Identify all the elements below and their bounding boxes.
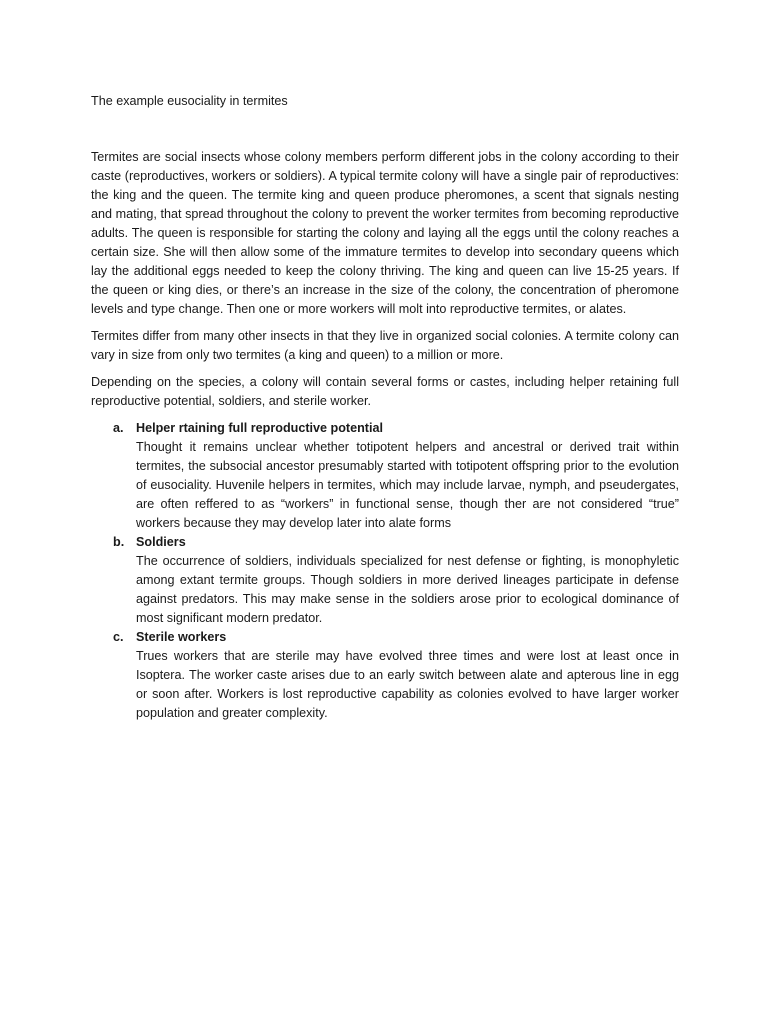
paragraph-forms-castes: Depending on the species, a colony will contain several forms or castes, including helper retaining full reproductive potential, soldiers, and sterile worker. bbox=[91, 375, 679, 408]
paragraph-termite-castes: Termites are social insects whose colony members perform different jobs in the colony according to their caste (reproductives, workers or soldiers). A typical termite colony will have a single pair of reproductives: the king and the queen. The termite king and queen produce pheromones, a scent that signals nesting and mating, that spread throughout the colony to prevent the worker termites from becoming reproductive adults. The queen is responsible for starting the colony and laying all the eggs until the colony reaches a certain size. She will then allow some of the immature termites to develop into secondary queens which lay the additional eggs needed to keep the colony thriving. The king and queen can live 15-25 years. If the queen or king dies, or there’s an increase in the size of the colony, the concentration of pheromone levels and type change. Then one or more workers will molt into reproductive termites, or alates. bbox=[91, 150, 679, 316]
paragraph-social-colonies: Termites differ from many other insects in that they live in organized social colonies. A termite colony can vary in size from only two termites (a king and queen) to a million or more. bbox=[91, 329, 679, 362]
list-marker: c. bbox=[113, 630, 124, 644]
list-item-body: Trues workers that are sterile may have evolved three times and were lost at least once in Isoptera. The worker caste arises due to an early switch between alate and apterous line in egg or soon after. Workers is lost reproductive capability as colonies evolved to have larger worker population and greater complexity. bbox=[136, 649, 679, 720]
list-item-heading: Soldiers bbox=[136, 535, 186, 549]
list-marker: a. bbox=[113, 421, 124, 435]
list-item-body: The occurrence of soldiers, individuals specialized for nest defense or fighting, is monophyletic among extant termite groups. Though soldiers in more derived lineages participate in defense against predators. This may make sense in the soldiers arose prior to ecological dominance of most significant modern predator. bbox=[136, 554, 679, 625]
list-marker: b. bbox=[113, 535, 125, 549]
document-title: The example eusociality in termites bbox=[91, 94, 288, 108]
document-body bbox=[91, 92, 679, 723]
list-item-helpers bbox=[91, 419, 679, 533]
list-item-sterile-workers bbox=[91, 628, 679, 723]
list-item-body: Thought it remains unclear whether totipotent helpers and ancestral or derived trait within termites, the subsocial ancestor presumably started with totipotent offspring prior to the evolution of eusociality. Huvenile helpers in termites, which may include larvae, nymph, and pseudergates, are often reffered to as “workers” in functional sense, though ther are not considered “true” workers because they may develop later into alate forms bbox=[136, 440, 679, 530]
caste-list bbox=[91, 419, 679, 723]
list-item-heading: Sterile workers bbox=[136, 630, 227, 644]
list-item-heading: Helper rtaining full reproductive potential bbox=[136, 421, 384, 435]
list-item-soldiers bbox=[91, 533, 679, 628]
